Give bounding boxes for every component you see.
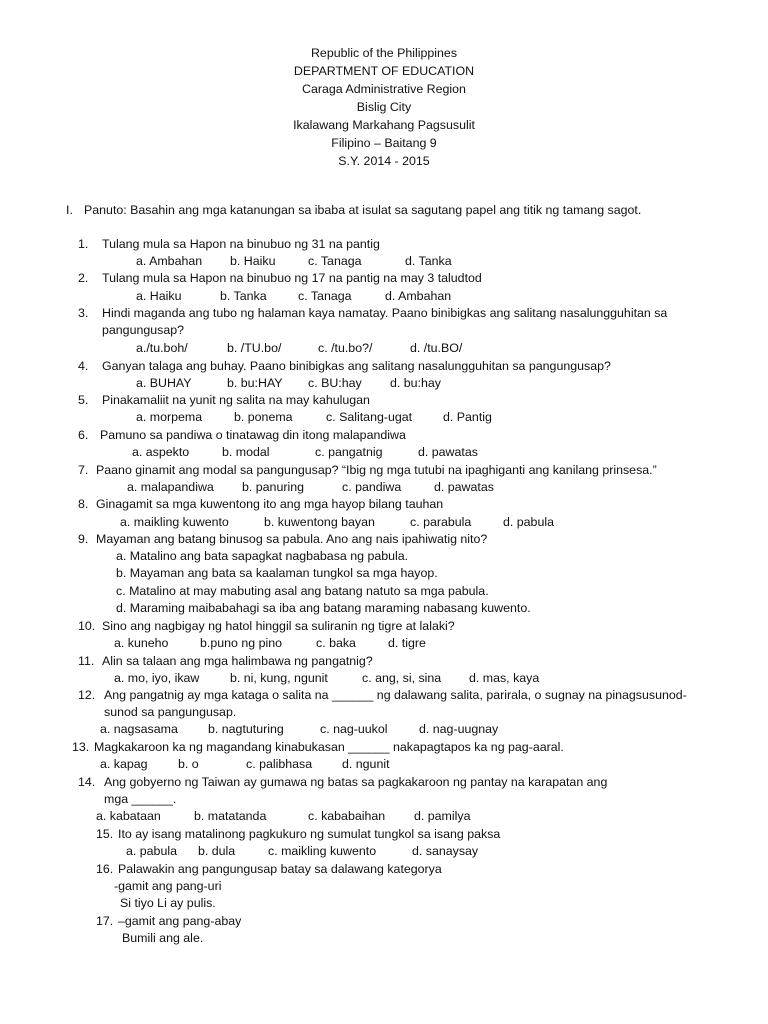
- question-text-continued: pangungusap?: [102, 323, 184, 337]
- header-city: Bislig City: [356, 100, 412, 114]
- question-number: 1.: [78, 237, 89, 251]
- question-number: 10.: [78, 619, 96, 633]
- question-text: Palawakin ang pangungusap batay sa dalawang kategorya: [118, 862, 442, 876]
- option-d: d. bu:hay: [390, 376, 441, 390]
- header-region: Caraga Administrative Region: [302, 82, 466, 96]
- option-b: b. dula: [198, 844, 236, 858]
- question-number: 2.: [78, 271, 89, 285]
- option-b: b. Haiku: [230, 254, 276, 268]
- option-a: a. kuneho: [114, 636, 169, 650]
- question-number: 9.: [78, 532, 89, 546]
- question-text: Hindi maganda ang tubo ng halaman kaya namatay. Paano binibigkas ang salitang nasalungguhitan sa: [102, 306, 668, 320]
- question-number: 12.: [78, 688, 96, 702]
- option-b: b. ni, kung, ngunit: [230, 671, 328, 685]
- option-d: d. tigre: [388, 636, 426, 650]
- question-text: Ganyan talaga ang buhay. Paano binibigkas ang salitang nasalungguhitan sa pangungusap?: [102, 359, 611, 373]
- option-c: c. Matalino at may mabuting asal ang batang natuto sa mga pabula.: [116, 584, 489, 598]
- question-number: 4.: [78, 359, 89, 373]
- option-a: a. kapag: [100, 757, 148, 771]
- option-d: d. /tu.BO/: [410, 341, 463, 355]
- question-number: 6.: [78, 428, 89, 442]
- document-header: [0, 44, 768, 170]
- option-b: b. Mayaman ang bata sa kaalaman tungkol sa mga hayop.: [116, 566, 438, 580]
- option-c: c. pandiwa: [342, 480, 402, 494]
- question-number: 14.: [78, 775, 96, 789]
- option-b: b. o: [178, 757, 199, 771]
- option-c: c. BU:hay: [308, 376, 362, 390]
- instruction-text: Panuto: Basahin ang mga katanungan sa ibaba at isulat sa sagutang papel ang titik ng tamang sagot.: [84, 203, 642, 217]
- question-number: 15.: [96, 827, 114, 841]
- option-b: b. nagtuturing: [208, 722, 284, 736]
- option-c: c. Tanaga: [308, 254, 362, 268]
- header-republic: Republic of the Philippines: [310, 46, 458, 60]
- option-a: a./tu.boh/: [136, 341, 188, 355]
- option-a: a. nagsasama: [100, 722, 178, 736]
- question-text: Sino ang nagbigay ng hatol hinggil sa suliranin ng tigre at lalaki?: [102, 619, 455, 633]
- question-1: [78, 236, 88, 253]
- option-b: b. modal: [222, 445, 270, 459]
- option-c: c. pangatnig: [315, 445, 383, 459]
- option-d: d. pawatas: [434, 480, 494, 494]
- option-d: d. ngunit: [342, 757, 390, 771]
- option-b: b. Tanka: [220, 289, 267, 303]
- question-text: Pamuno sa pandiwa o tinatawag din itong malapandiwa: [100, 428, 406, 442]
- option-a: a. malapandiwa: [127, 480, 214, 494]
- question-text: Ginagamit sa mga kuwentong ito ang mga hayop bilang tauhan: [96, 497, 444, 511]
- option-d: d. Maraming maibabahagi sa iba ang batang maraming nabasang kuwento.: [116, 601, 531, 615]
- instruction-numeral: I.: [66, 203, 73, 217]
- option-d: d. nag-uugnay: [419, 722, 499, 736]
- option-a: a. kabataan: [96, 809, 161, 823]
- option-b: b. kuwentong bayan: [264, 515, 375, 529]
- option-b: b.puno ng pino: [200, 636, 282, 650]
- option-c: c. nag-uukol: [320, 722, 388, 736]
- question-text: Tulang mula sa Hapon na binubuo ng 17 na pantig na may 3 taludtod: [102, 271, 482, 285]
- option-a: a. aspekto: [132, 445, 190, 459]
- header-exam-title: Ikalawang Markahang Pagsusulit: [293, 118, 475, 132]
- question-number: 5.: [78, 393, 89, 407]
- option-c: c. Salitang-ugat: [326, 410, 413, 424]
- option-d: d. Pantig: [443, 410, 492, 424]
- header-school-year: S.Y. 2014 - 2015: [338, 154, 430, 168]
- question-number: 16.: [96, 862, 114, 876]
- question-text: Alin sa talaan ang mga halimbawa ng pangatnig?: [102, 654, 373, 668]
- question-number: 11.: [78, 654, 95, 668]
- question-number: 13.: [72, 740, 90, 754]
- question-text: Pinakamaliit na yunit ng salita na may kahulugan: [102, 393, 370, 407]
- option-d: d. mas, kaya: [469, 671, 540, 685]
- option-a: a. maikling kuwento: [120, 515, 229, 529]
- question-text: Paano ginamit ang modal sa pangungusap? “Ibig ng mga tutubi na ipaghiganti ang kanilang prinsesa.”: [96, 463, 657, 477]
- sample-sentence: Si tiyo Li ay pulis.: [120, 896, 216, 910]
- question-text: Mayaman ang batang binusog sa pabula. Ano ang nais ipahiwatig nito?: [96, 532, 488, 546]
- option-b: b. panuring: [242, 480, 305, 494]
- option-b: b. bu:HAY: [227, 376, 283, 390]
- option-a: a. mo, iyo, ikaw: [114, 671, 200, 685]
- option-a: a. morpema: [136, 410, 203, 424]
- question-text: Magkakaroon ka ng magandang kinabukasan ______ nakapagtapos ka ng pag-aaral.: [94, 740, 564, 754]
- option-d: d. pawatas: [418, 445, 478, 459]
- question-number: 8.: [78, 497, 89, 511]
- option-d: d. sanaysay: [412, 844, 479, 858]
- question-text: Ito ay isang matalinong pagkukuro ng sumulat tungkol sa isang paksa: [118, 827, 501, 841]
- option-c: c. palibhasa: [246, 757, 313, 771]
- question-number: 7.: [78, 463, 89, 477]
- option-c: c. parabula: [410, 515, 472, 529]
- option-a: a. pabula: [126, 844, 177, 858]
- header-department: DEPARTMENT OF EDUCATION: [293, 64, 475, 78]
- option-d: d. pamilya: [414, 809, 471, 823]
- option-b: b. matatanda: [194, 809, 267, 823]
- option-a: a. BUHAY: [136, 376, 192, 390]
- option-a: a. Ambahan: [136, 254, 203, 268]
- option-d: d. Tanka: [405, 254, 452, 268]
- question-text: –gamit ang pang-abay: [118, 914, 242, 928]
- option-c: c. ang, si, sina: [362, 671, 442, 685]
- category-label: -gamit ang pang-uri: [114, 879, 222, 893]
- option-c: c. /tu.bo?/: [318, 341, 373, 355]
- question-text: Ang pangatnig ay mga kataga o salita na ______ ng dalawang salita, parirala, o sugnay na pinagsusunod-: [104, 688, 687, 702]
- option-c: c. kababaihan: [308, 809, 386, 823]
- option-c: c. Tanaga: [298, 289, 352, 303]
- option-c: c. baka: [316, 636, 356, 650]
- question-number: 17.: [96, 914, 114, 928]
- option-c: c. maikling kuwento: [268, 844, 377, 858]
- header-subject: Filipino – Baitang 9: [331, 136, 437, 150]
- question-text: Ang gobyerno ng Taiwan ay gumawa ng batas sa pagkakaroon ng pantay na karapatan ang: [104, 775, 608, 789]
- question-number: 3.: [78, 306, 89, 320]
- question-text: Tulang mula sa Hapon na binubuo ng 31 na pantig: [102, 237, 380, 251]
- option-b: b. /TU.bo/: [227, 341, 282, 355]
- option-a: a. Haiku: [136, 289, 182, 303]
- question-text-continued: sunod sa pangungusap.: [104, 705, 237, 719]
- option-a: a. Matalino ang bata sapagkat nagbabasa ng pabula.: [116, 549, 409, 563]
- option-b: b. ponema: [234, 410, 293, 424]
- option-d: d. pabula: [503, 515, 554, 529]
- question-text-continued: mga ______.: [104, 792, 177, 806]
- sample-sentence: Bumili ang ale.: [122, 931, 204, 945]
- option-d: d. Ambahan: [385, 289, 452, 303]
